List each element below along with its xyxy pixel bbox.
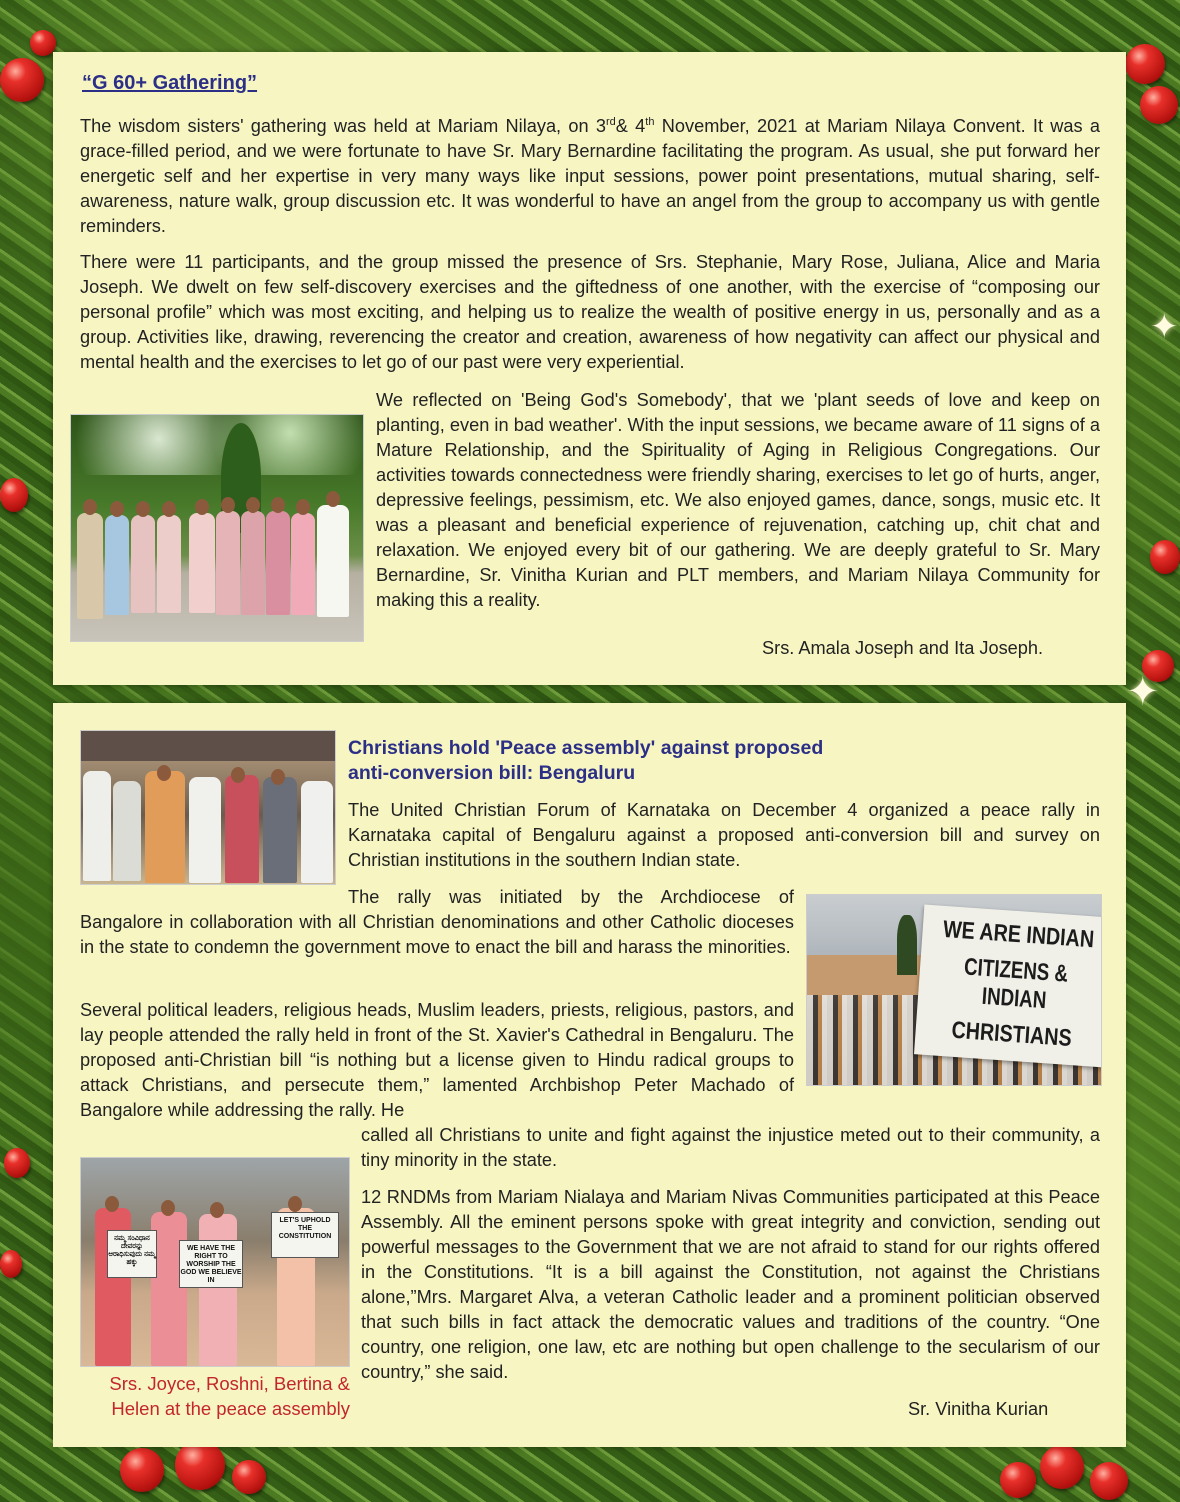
banner-sign: WE ARE INDIAN CITIZENS & INDIAN CHRISTIANS — [914, 904, 1102, 1067]
rally-banner-photo — [806, 894, 1102, 1086]
article-title-peace-assembly: Christians hold 'Peace assembly' against proposed anti-conversion bill: Bengaluru — [348, 737, 824, 784]
signature-peace-assembly: Sr. Vinitha Kurian — [908, 1399, 1049, 1419]
paragraph-peace-3-continued: called all Christians to unite and fight against the injustice meted out to their community, a tiny minority in the state. — [361, 1125, 1100, 1170]
paragraph-3: We reflected on 'Being God's Somebody', that we 'plant seeds of love and keep on planting, even in bad weather'. With the input sessions, we became aware of 11 signs of a Mature Relationship, and the Spirituality of Aging in Religious Congregations. Our activities towards connectedness were friendly sharing, exercises to let go of hurts, anger, depressive feelings, pessimism, etc. We also enjoyed games, dance, songs, music etc. It was a pleasant and beneficial experience of rejuvenation, catching up, chit chat and relaxation. We enjoyed every bit of our gathering. We are deeply grateful to Sr. Mary Bernardine, Sr. Vinitha Kurian and PLT members, and Mariam Nilaya Community for making this a reality. — [376, 390, 1100, 610]
holly-berry — [1140, 86, 1178, 124]
holly-berry — [175, 1440, 225, 1490]
paragraph-peace-3: Several political leaders, religious heads, Muslim leaders, priests, religious, pastors, and lay people attended the rally held in front of the St. Xavier's Cathedral in Bengaluru. The proposed anti-Christian bill “is nothing but a license given to Hindu radical groups to attack Christians, and persecute them,” lamented Archbishop Peter Machado of Bangalore while addressing the rally. He — [80, 1000, 794, 1120]
dignitaries-photo — [80, 730, 336, 885]
paragraph-peace-4: 12 RNDMs from Mariam Nialaya and Mariam Nivas Communities participated at this Peace Assembly. All the eminent persons spoke with great integrity and conviction, sending out powerful messages to the Government that we are not afraid to stand for our rights offered in the Constitutions. “It is a bill against the Constitution, not against the Christians alone,”Mrs. Margaret Alva, a veteran Catholic leader and a prominent politician observed that such bills in fact attack the democratic values and traditions of the country. “One country, one religion, one law, etc are nothing but open challenge to the secularism of our country,” she said. — [361, 1187, 1100, 1382]
group-photo — [70, 414, 364, 642]
paragraph-2: There were 11 participants, and the group missed the presence of Srs. Stephanie, Mary Rose, Juliana, Alice and Maria Joseph. We dwelt on few self-discovery exercises and the giftedness of one another, with the exercise of “composing our personal profile” which was most exciting, and helping us to realize the wealth of positive energy in us, personally and as a group. Activities like, drawing, reverencing the creator and creation, awareness of how negativity can affect our physical and mental health and the exercises to let go of our past were very experiential. — [80, 252, 1100, 372]
paragraph-peace-2-first-line: The rally was initiated by the Archdiocese of — [348, 887, 794, 907]
holly-berry — [1000, 1462, 1036, 1498]
placard-sign: LET'S UPHOLD THE CONSTITUTION — [271, 1212, 339, 1258]
holly-berry — [1040, 1445, 1084, 1489]
paragraph-1: The wisdom sisters' gathering was held at Mariam Nilaya, on 3rd& 4th November, 2021 at Mariam Nilaya Convent. It was a grace-filled period, and we were fortunate to have Sr. Mary Bernardine facilitating the program. As usual, she put forward her energetic self and her expertise in very many ways like input sessions, power point presentations, mutual sharing, self-awareness, nature walk, group discussion etc. It was wonderful to have an angel from the group to accompany us with gentle reminders. — [80, 115, 1100, 236]
holly-berry — [0, 58, 44, 102]
article-title-g60: “G 60+ Gathering” — [82, 72, 258, 94]
placard-sign: WE HAVE THE RIGHT TO WORSHIP THE GOD WE BELIEVE IN — [179, 1240, 243, 1288]
holly-berry — [232, 1460, 266, 1494]
photo-caption: Srs. Joyce, Roshni, Bertina & Helen at the peace assembly — [109, 1373, 350, 1419]
signature-g60: Srs. Amala Joseph and Ita Joseph. — [762, 638, 1044, 658]
holly-berry — [1150, 540, 1180, 574]
paragraph-peace-2: Bangalore in collaboration with all Christian denominations and other Catholic dioceses in the state to condemn the government move to enact the bill and harass the minorities. — [80, 912, 794, 957]
holly-berry — [0, 1250, 22, 1278]
holly-berry — [1125, 44, 1165, 84]
placard-sign: ನಮ್ಮ ಸಂವಿಧಾನ ದೇವರನ್ನು ಆರಾಧಿಸುವುದು ನಮ್ಮ ಹಕ್ಕು — [107, 1230, 157, 1278]
holly-berry — [4, 1148, 30, 1178]
holly-berry — [1090, 1462, 1128, 1500]
sisters-placards-photo — [80, 1157, 350, 1367]
paragraph-peace-1: The United Christian Forum of Karnataka on December 4 organized a peace rally in Karnataka capital of Bengaluru against a proposed anti-conversion bill and survey on Christian institutions in the southern Indian state. — [348, 800, 1100, 870]
star-icon: ✦ — [1126, 670, 1160, 714]
holly-berry — [120, 1448, 164, 1492]
star-icon: ✦ — [1150, 308, 1179, 346]
holly-berry — [0, 478, 28, 512]
